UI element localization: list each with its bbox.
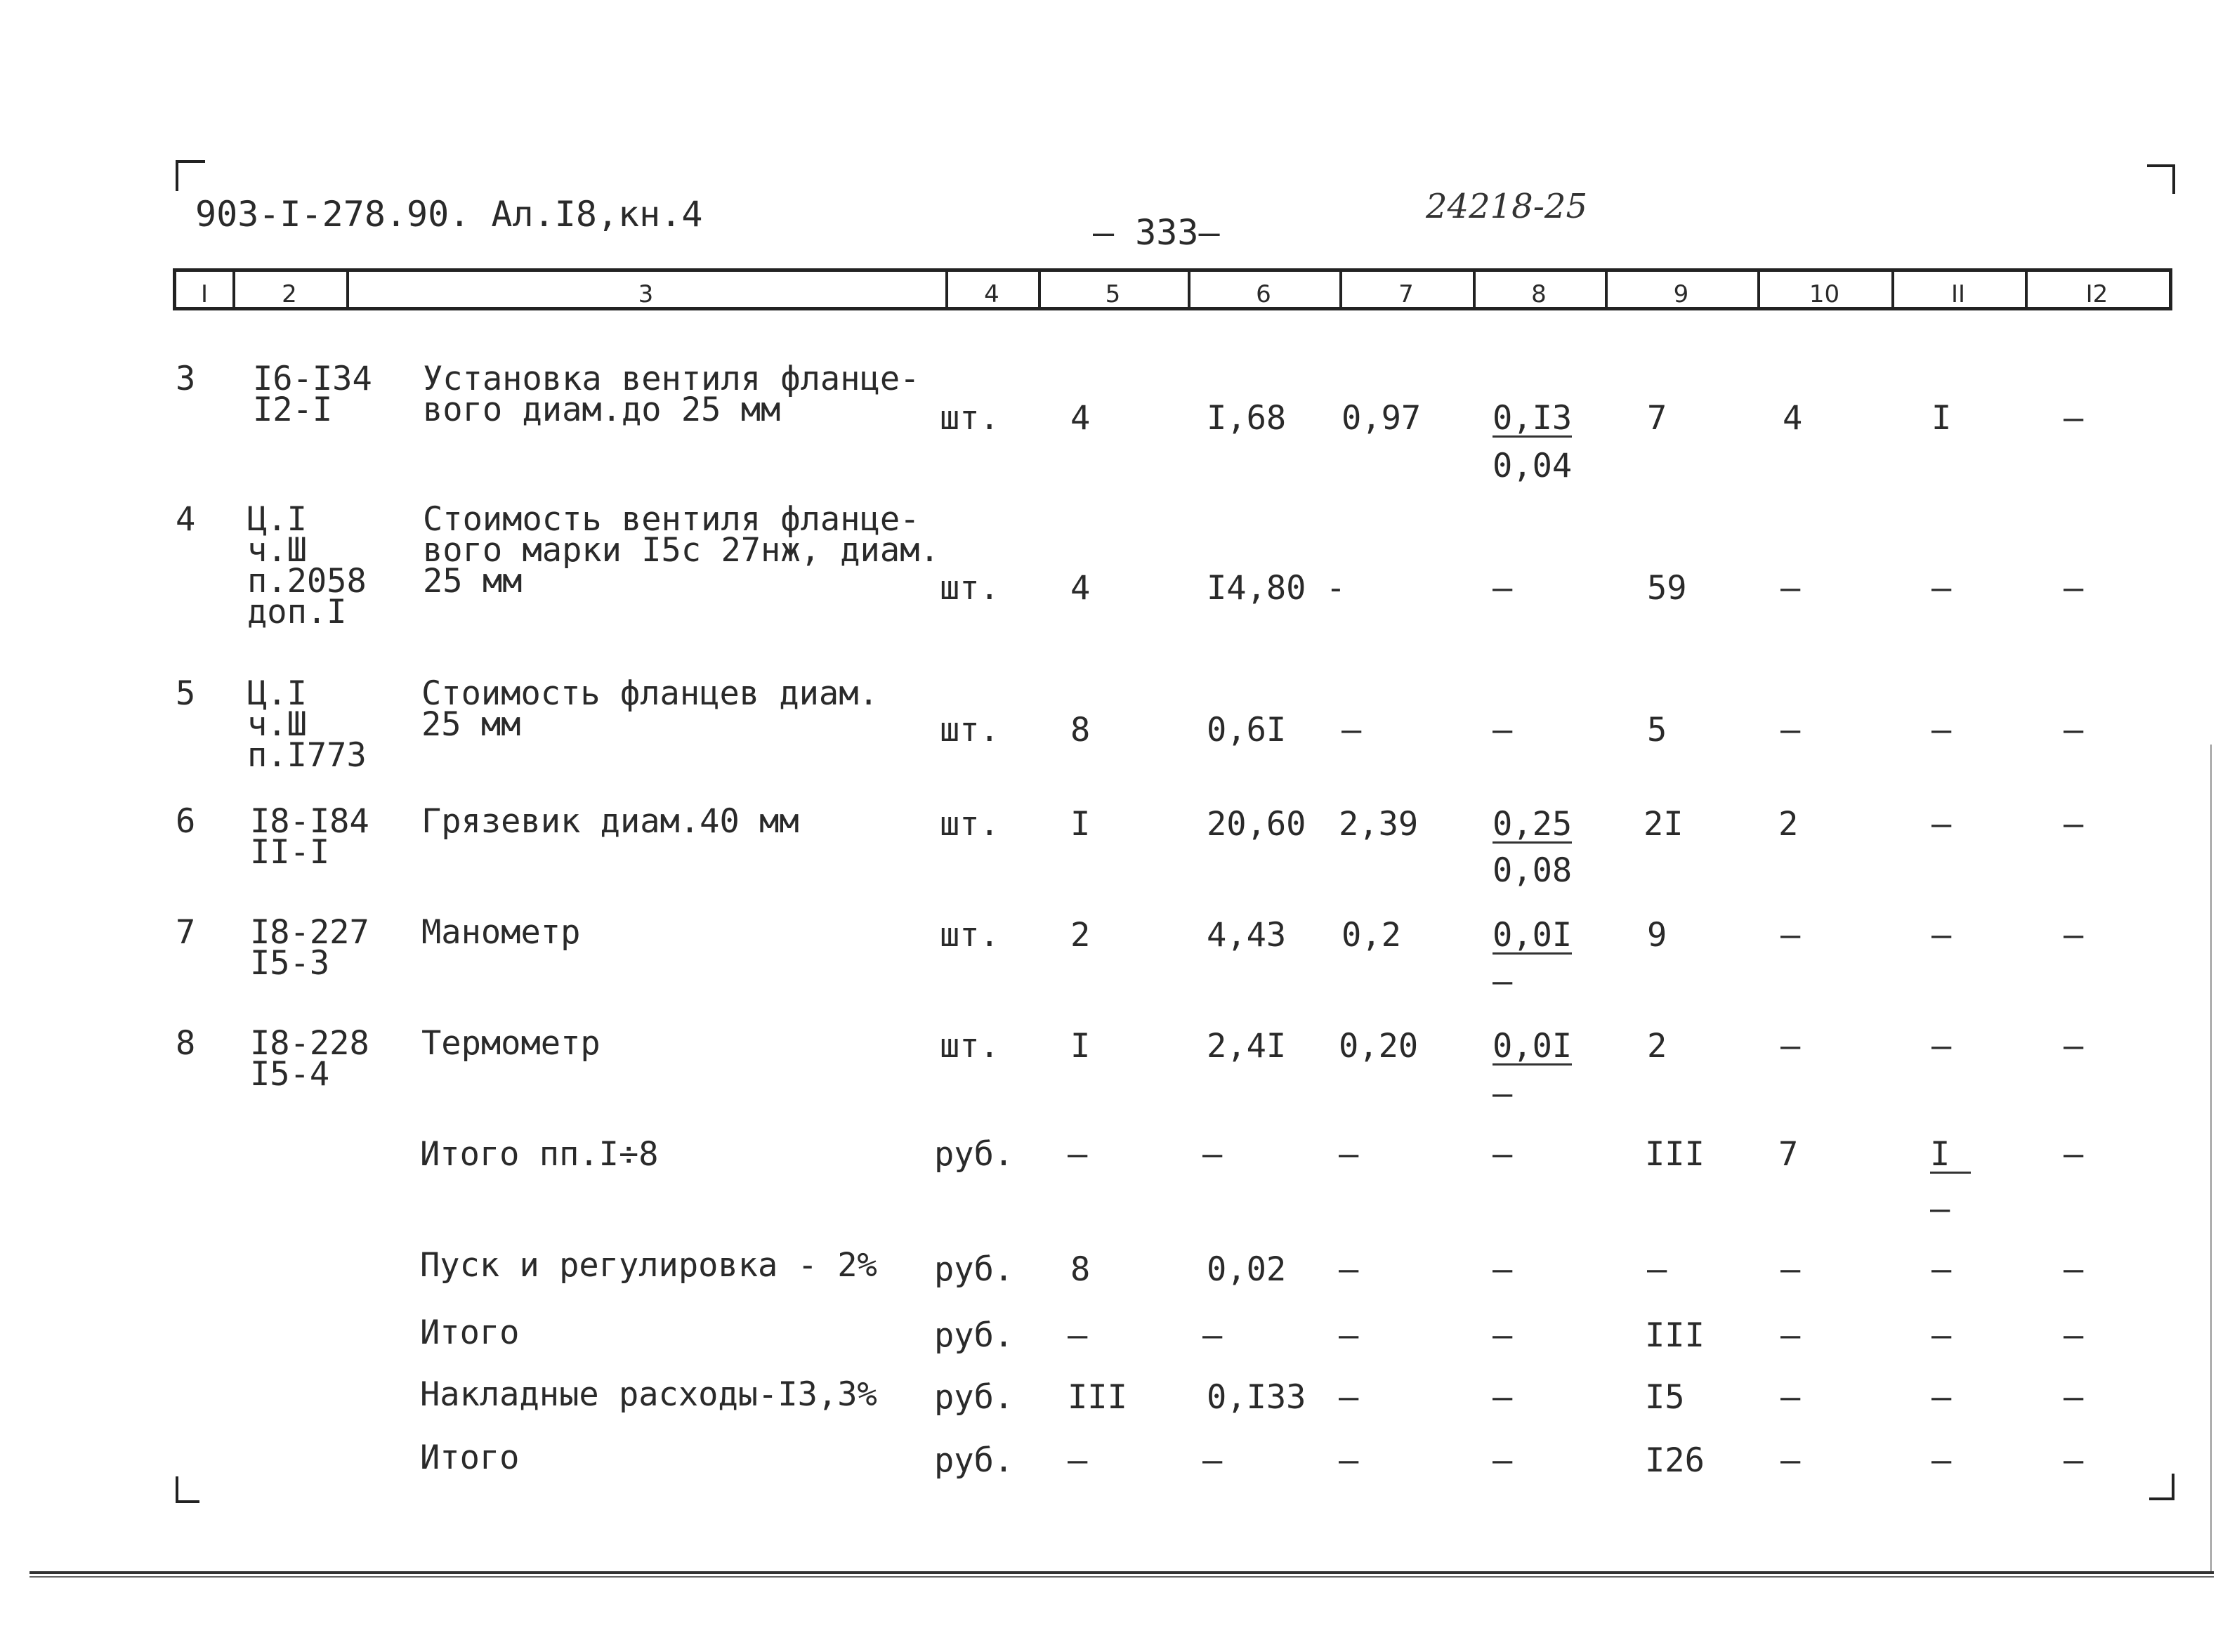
row-col8-bottom: 0,08	[1493, 851, 1573, 890]
summary-col5: –	[1068, 1316, 1088, 1355]
scan-edge-line	[2210, 745, 2212, 1573]
summary-col10: 7	[1778, 1135, 1799, 1174]
summary-col11-top: –	[1931, 1316, 1952, 1355]
row-col5: 4	[1070, 569, 1091, 608]
summary-col5: 8	[1070, 1250, 1091, 1289]
summary-col8: –	[1493, 1441, 1513, 1480]
summary-col9: I5	[1645, 1378, 1685, 1417]
summary-unit: руб.	[934, 1316, 1014, 1355]
row-col8-top: 0,I3	[1493, 399, 1573, 438]
row-col8-bottom: 0,04	[1493, 447, 1573, 485]
row-col8-top: 0,0I	[1493, 916, 1573, 955]
row-col9: 9	[1647, 916, 1667, 955]
row-col7: –	[1341, 711, 1362, 749]
handwritten-code: 24218-25	[1426, 187, 1587, 226]
summary-col11-top: I	[1930, 1139, 1971, 1174]
column-number-row	[173, 268, 2172, 310]
row-name: Стоимость фланцев диам. 25 мм	[421, 674, 879, 744]
column-number: II	[1950, 280, 1966, 308]
summary-col6: –	[1202, 1441, 1223, 1480]
row-col6: 20,60	[1207, 805, 1306, 844]
row-col8-top: 0,0I	[1493, 1027, 1573, 1066]
summary-col11-top: –	[1931, 1441, 1952, 1480]
row-col6: 0,6I	[1207, 711, 1287, 749]
scan-edge-line	[29, 1571, 2214, 1574]
row-col6: 4,43	[1207, 916, 1287, 955]
row-number: 8	[176, 1024, 196, 1063]
summary-col12: –	[2064, 1316, 2084, 1355]
column-number: 5	[1105, 280, 1121, 308]
row-col5: 2	[1070, 916, 1091, 955]
row-col5: I	[1070, 805, 1091, 844]
row-unit: шт.	[940, 711, 999, 749]
summary-col10: –	[1780, 1441, 1801, 1480]
row-unit: шт.	[940, 399, 999, 438]
summary-col8: –	[1493, 1316, 1513, 1355]
row-col7: 0,97	[1341, 399, 1422, 438]
row-col12: –	[2064, 1027, 2084, 1066]
summary-unit: руб.	[934, 1135, 1014, 1174]
row-col7: 0,2	[1341, 916, 1401, 955]
summary-col7: –	[1339, 1316, 1359, 1355]
row-col10: –	[1780, 711, 1801, 749]
row-col9: 5	[1647, 711, 1667, 749]
row-name: Стоимость вентиля фланце- вого марки I5с 27нж, диам. 25 мм	[423, 500, 940, 601]
summary-col9: –	[1647, 1250, 1667, 1289]
summary-name: Итого пп.I÷8	[420, 1135, 659, 1174]
row-col6: 2,4I	[1207, 1027, 1287, 1066]
summary-col9: III	[1645, 1316, 1705, 1355]
summary-col8: –	[1493, 1135, 1513, 1174]
row-col10: –	[1780, 569, 1801, 608]
summary-col7: –	[1339, 1135, 1359, 1174]
column-number: I	[200, 280, 209, 308]
row-col5: I	[1070, 1027, 1091, 1066]
summary-col12: –	[2064, 1441, 2084, 1480]
row-code: Ц.I ч.Ш п.I773	[247, 674, 367, 775]
row-col8-top: –	[1493, 711, 1513, 749]
row-col12: –	[2064, 399, 2084, 438]
summary-col7: –	[1339, 1441, 1359, 1480]
row-col12: –	[2064, 916, 2084, 955]
corner-mark-top-right	[2147, 164, 2175, 194]
summary-unit: руб.	[934, 1441, 1014, 1480]
row-col11: –	[1931, 1027, 1952, 1066]
row-col8-top: 0,25	[1493, 805, 1573, 844]
summary-col12: –	[2064, 1135, 2084, 1174]
summary-col6: 0,02	[1207, 1250, 1287, 1289]
row-col9: 59	[1647, 569, 1687, 608]
summary-col7: –	[1339, 1250, 1359, 1289]
column-number: 6	[1256, 280, 1271, 308]
column-number: 3	[638, 280, 654, 308]
summary-col5: –	[1068, 1441, 1088, 1480]
row-code: I8-228 I5-4	[250, 1024, 369, 1094]
row-code: I6-I34 I2-I	[253, 360, 372, 429]
row-col8-bottom: –	[1493, 962, 1513, 1001]
summary-name: Накладные расходы-I3,3%	[420, 1375, 877, 1414]
summary-col12: –	[2064, 1378, 2084, 1417]
row-col6: I4,80 -	[1207, 569, 1346, 608]
row-col11: –	[1931, 569, 1952, 608]
row-col10: –	[1780, 1027, 1801, 1066]
corner-mark-bottom-right	[2149, 1474, 2174, 1500]
row-name: Грязевик диам.40 мм	[421, 802, 799, 841]
row-number: 6	[176, 802, 196, 841]
document-code: 903-I-278.90. Ал.I8,кн.4	[195, 194, 703, 235]
column-number: 9	[1673, 280, 1689, 308]
summary-col5: –	[1068, 1135, 1088, 1174]
column-number: I2	[2085, 280, 2108, 308]
summary-col7: –	[1339, 1378, 1359, 1417]
row-unit: шт.	[940, 805, 999, 844]
row-col5: 8	[1070, 711, 1091, 749]
summary-col11-top: –	[1931, 1250, 1952, 1289]
row-col10: –	[1780, 916, 1801, 955]
row-number: 5	[176, 674, 196, 713]
summary-col10: –	[1780, 1378, 1801, 1417]
summary-col11-bottom: –	[1930, 1190, 1950, 1228]
row-col12: –	[2064, 569, 2084, 608]
summary-name: Итого	[420, 1313, 520, 1352]
row-col6: I,68	[1207, 399, 1287, 438]
summary-col8: –	[1493, 1378, 1513, 1417]
row-col12: –	[2064, 805, 2084, 844]
column-number: 2	[282, 280, 297, 308]
row-col9: 7	[1647, 399, 1667, 438]
row-col8-bottom: –	[1493, 1075, 1513, 1113]
summary-col11-top: –	[1931, 1378, 1952, 1417]
summary-col6: 0,I33	[1207, 1378, 1306, 1417]
row-unit: шт.	[940, 916, 999, 955]
summary-col6: –	[1202, 1316, 1223, 1355]
row-col8-top: –	[1493, 569, 1513, 608]
row-number: 3	[176, 360, 196, 398]
row-unit: шт.	[940, 1027, 999, 1066]
summary-unit: руб.	[934, 1250, 1014, 1289]
row-col7: 0,20	[1339, 1027, 1419, 1066]
scan-edge-line	[29, 1576, 2214, 1578]
row-col11: –	[1931, 805, 1952, 844]
column-number: 10	[1809, 280, 1840, 308]
summary-col10: –	[1780, 1316, 1801, 1355]
row-col11: –	[1931, 916, 1952, 955]
row-code: Ц.I ч.Ш п.2058 доп.I	[247, 500, 367, 631]
summary-col9: III	[1645, 1135, 1705, 1174]
summary-col8: –	[1493, 1250, 1513, 1289]
row-name: Манометр	[421, 913, 581, 952]
row-col12: –	[2064, 711, 2084, 749]
row-col11: I	[1931, 399, 1952, 438]
page-number: — 333—	[1093, 212, 1220, 253]
column-number: 7	[1398, 280, 1414, 308]
row-number: 4	[176, 500, 196, 539]
summary-name: Пуск и регулировка - 2%	[420, 1246, 877, 1285]
column-number: 8	[1531, 280, 1547, 308]
summary-col5: III	[1068, 1378, 1127, 1417]
row-col10: 2	[1778, 805, 1799, 844]
summary-col12: –	[2064, 1250, 2084, 1289]
summary-unit: руб.	[934, 1378, 1014, 1417]
corner-mark-bottom-left	[176, 1476, 199, 1503]
row-col11: –	[1931, 711, 1952, 749]
row-col9: 2I	[1644, 805, 1684, 844]
summary-col10: –	[1780, 1250, 1801, 1289]
row-col7: 2,39	[1339, 805, 1419, 844]
summary-col6: –	[1202, 1135, 1223, 1174]
column-number: 4	[984, 280, 999, 308]
row-code: I8-I84 II-I	[250, 802, 369, 872]
row-col10: 4	[1783, 399, 1803, 438]
row-name: Термометр	[421, 1024, 601, 1063]
row-col5: 4	[1070, 399, 1091, 438]
row-col9: 2	[1647, 1027, 1667, 1066]
summary-name: Итого	[420, 1438, 520, 1477]
corner-mark-top-left	[176, 160, 205, 191]
row-name: Установка вентиля фланце- вого диам.до 25 мм	[423, 360, 920, 429]
summary-col9: I26	[1645, 1441, 1705, 1480]
row-code: I8-227 I5-3	[250, 913, 369, 983]
row-unit: шт.	[940, 569, 999, 608]
row-number: 7	[176, 913, 196, 952]
